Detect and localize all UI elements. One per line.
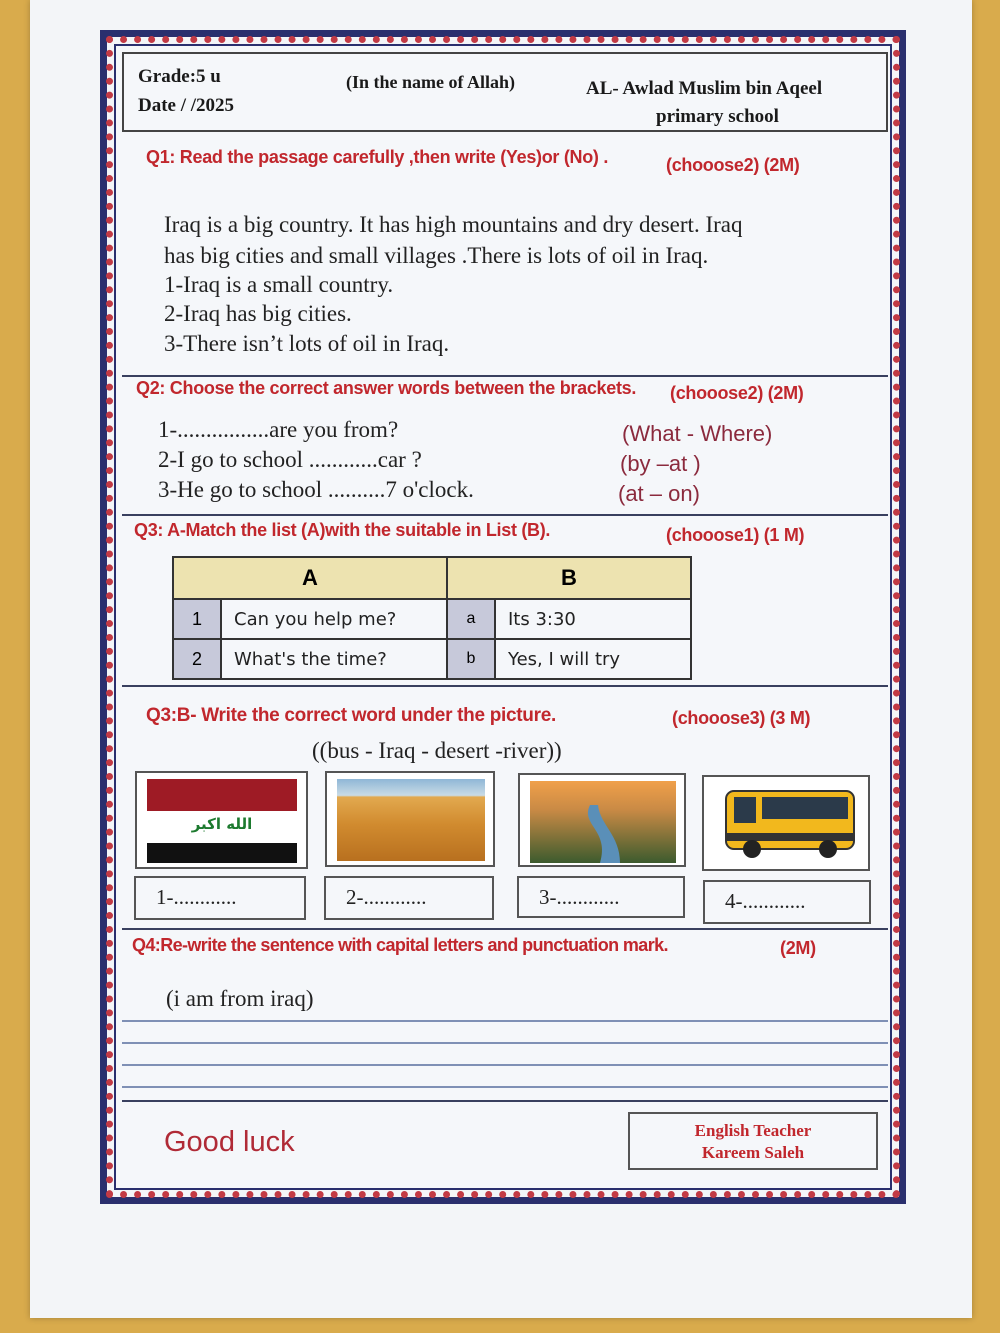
q1-item-3: 3-There isn’t lots of oil in Iraq. <box>164 331 450 356</box>
q4-sentence: (i am from iraq) <box>166 986 314 1011</box>
q4-instruction: Q4:Re-write the sentence with capital letters and punctuation mark. <box>132 935 668 955</box>
teacher-name: Kareem Saleh <box>701 1143 805 1162</box>
list-a-item: What's the time? <box>221 639 447 679</box>
answer-box-3[interactable]: 3-............ <box>517 876 685 918</box>
q2-instruction: Q2: Choose the correct answer words between the brackets. <box>136 378 637 398</box>
row-letter: a <box>447 599 495 639</box>
answer-box-1[interactable]: 1-............ <box>134 876 306 920</box>
divider <box>122 375 888 377</box>
teacher-title: English Teacher <box>694 1121 812 1140</box>
teacher-box <box>628 1112 878 1170</box>
q2-options-2: (by –at ) <box>620 451 701 476</box>
school-type: primary school <box>656 106 779 127</box>
divider <box>122 685 888 687</box>
desert-scene <box>337 779 485 861</box>
row-number: 1 <box>173 599 221 639</box>
flag-red-stripe <box>147 779 297 811</box>
q1-marks: (chooose2) (2M) <box>666 155 800 175</box>
q2-marks: (chooose2) (2M) <box>670 383 804 403</box>
q1-item-2: 2-Iraq has big cities. <box>164 301 352 326</box>
q3a-instruction: Q3: A-Match the list (A)with the suitable in List (B). <box>134 520 551 540</box>
column-a-header: A <box>173 557 447 599</box>
word-bank: ((bus - Iraq - desert -river)) <box>312 738 562 763</box>
q2-options-1: (What - Where) <box>622 421 773 446</box>
q3a-marks: (chooose1) (1 M) <box>666 525 805 545</box>
q3b-marks: (chooose3) (3 M) <box>672 708 811 728</box>
bus-scene <box>704 777 868 869</box>
grade-label: Grade:5 u <box>138 66 221 87</box>
table-row <box>173 639 691 679</box>
divider <box>122 928 888 930</box>
answer-box-4[interactable]: 4-............ <box>703 880 871 924</box>
flag-inscription: الله اكبر <box>191 815 253 833</box>
row-number: 2 <box>173 639 221 679</box>
bus-picture <box>702 775 870 871</box>
writing-line[interactable] <box>122 1086 888 1088</box>
school-name: AL- Awlad Muslim bin Aqeel <box>586 78 823 99</box>
column-b-header: B <box>447 557 691 599</box>
divider <box>122 1100 888 1102</box>
row-letter: b <box>447 639 495 679</box>
header-title: (In the name of Allah) <box>346 72 516 92</box>
desert-picture <box>325 771 495 867</box>
list-a-item: Can you help me? <box>221 599 447 639</box>
date-label: Date / /2025 <box>138 95 235 116</box>
flag-black-stripe <box>147 843 297 863</box>
q2-item-2: 2-I go to school ............car ? <box>158 447 422 472</box>
list-b-item: Its 3:30 <box>495 599 691 639</box>
q1-item-1: 1-Iraq is a small country. <box>164 272 394 297</box>
q1-passage-line-1: Iraq is a big country. It has high mountains and dry desert. Iraq <box>164 212 743 237</box>
iraq-flag-picture <box>135 771 308 869</box>
match-table <box>172 556 692 680</box>
q1-passage-line-2: has big cities and small villages .There is lots of oil in Iraq. <box>164 243 709 268</box>
writing-line[interactable] <box>122 1020 888 1022</box>
river-picture <box>518 773 686 867</box>
q2-item-1: 1-................are you from? <box>158 417 399 442</box>
divider <box>122 514 888 516</box>
q2-item-3: 3-He go to school ..........7 o'clock. <box>158 477 474 502</box>
q3b-instruction: Q3:B- Write the correct word under the picture. <box>146 705 556 726</box>
q4-marks: (2M) <box>780 938 816 958</box>
good-luck-text: Good luck <box>164 1126 295 1158</box>
q1-instruction: Q1: Read the passage carefully ,then write (Yes)or (No) . <box>146 147 609 167</box>
writing-line[interactable] <box>122 1064 888 1066</box>
writing-line[interactable] <box>122 1042 888 1044</box>
q2-options-3: (at – on) <box>618 481 700 506</box>
river-scene <box>520 775 684 865</box>
list-b-item: Yes, I will try <box>495 639 691 679</box>
answer-box-2[interactable]: 2-............ <box>324 876 494 920</box>
table-row <box>173 599 691 639</box>
